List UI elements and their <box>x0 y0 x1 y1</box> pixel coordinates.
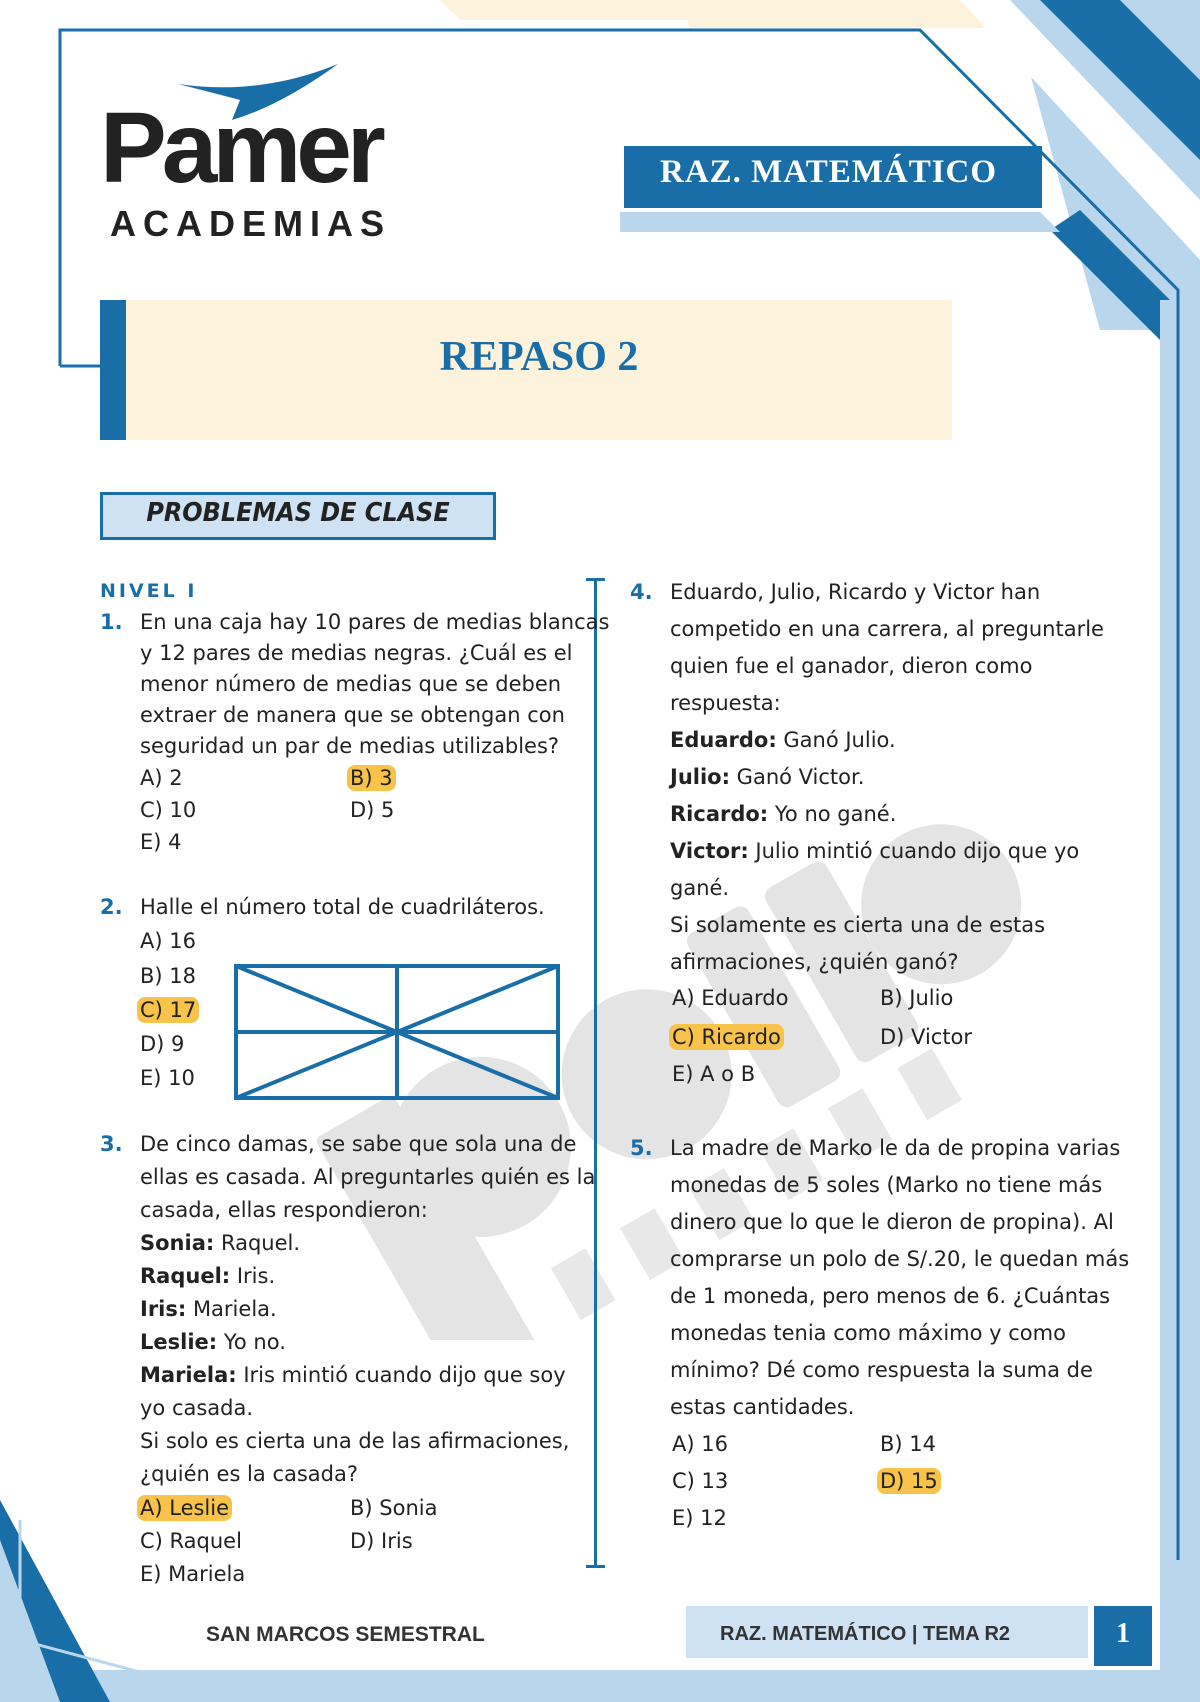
statement <box>140 1299 277 1320</box>
statement <box>140 1266 275 1287</box>
speaker: Ricardo: <box>670 802 769 826</box>
speaker: Sonia: <box>140 1231 215 1255</box>
speaker: Eduardo: <box>670 728 777 752</box>
problem-line: dinero que lo que le dieron de propina). Al <box>670 1210 1114 1234</box>
statement <box>670 841 1079 862</box>
option-d: D) 9 <box>140 1032 185 1056</box>
problem-line: menor número de medias que se deben <box>140 672 562 696</box>
problem-line: Eduardo, Julio, Ricardo y Victor han <box>670 580 1041 604</box>
page-number: 1 <box>1116 1618 1130 1649</box>
problem-line: ellas es casada. Al preguntarles quién es la <box>140 1165 596 1189</box>
option-b: B) Julio <box>880 986 954 1010</box>
option-c: C) 10 <box>140 798 197 822</box>
problem-line: mínimo? Dé como respuesta la suma de <box>670 1358 1093 1382</box>
speaker: Victor: <box>670 839 749 863</box>
speech: Ganó Julio. <box>776 728 896 752</box>
problem-line: afirmaciones, ¿quién ganó? <box>670 950 959 974</box>
problem-2-number: 2. <box>100 895 123 919</box>
option-c-answer: C) 17 <box>137 997 199 1023</box>
divider-cap-top <box>586 578 605 581</box>
problem-line: extraer de manera que se obtengan con <box>140 703 565 727</box>
option-e: E) A o B <box>672 1062 756 1086</box>
footer-course: SAN MARCOS SEMESTRAL <box>206 1623 485 1646</box>
option-e: E) 4 <box>140 830 182 854</box>
option-d: D) Victor <box>880 1025 973 1049</box>
speech: Mariela. <box>186 1297 277 1321</box>
problem-line: casada, ellas respondieron: <box>140 1198 428 1222</box>
problem-2-text: Halle el número total de cuadriláteros. <box>140 895 545 919</box>
problem-line: seguridad un par de medias utilizables? <box>140 734 560 758</box>
divider-cap-bottom <box>586 1565 605 1568</box>
option-b: B) 14 <box>880 1432 936 1456</box>
speech: Iris. <box>230 1264 276 1288</box>
speaker: Raquel: <box>140 1264 231 1288</box>
problem-line: monedas de 5 soles (Marko no tiene más <box>670 1173 1103 1197</box>
logo-pamer: Pamer <box>100 92 381 204</box>
option-b: B) 18 <box>140 964 196 988</box>
speech: Yo no. <box>217 1330 286 1354</box>
problem-line: y 12 pares de medias negras. ¿Cuál es el <box>140 641 573 665</box>
option-d: D) 5 <box>350 798 395 822</box>
problem-line: Si solo es cierta una de las afirmaciones, <box>140 1429 570 1453</box>
problem-line: quien fue el ganador, dieron como <box>670 654 1033 678</box>
statement <box>670 804 896 825</box>
problem-3-number: 3. <box>100 1132 123 1156</box>
problem-1-number: 1. <box>100 610 123 634</box>
problem-line: yo casada. <box>140 1396 254 1420</box>
option-d-answer: D) 15 <box>877 1468 941 1494</box>
problem-line: monedas tenia como máximo y como <box>670 1321 1066 1345</box>
problem-line: comprarse un polo de S/.20, le quedan más <box>670 1247 1130 1271</box>
option-b-answer: B) 3 <box>347 765 396 791</box>
column-divider <box>594 578 597 1568</box>
statement <box>140 1233 300 1254</box>
problem-line: competido en una carrera, al preguntarle <box>670 617 1104 641</box>
option-e: E) Mariela <box>140 1562 246 1586</box>
speaker: Iris: <box>140 1297 187 1321</box>
problem-5-number: 5. <box>630 1136 653 1160</box>
problem-line: Si solamente es cierta una de estas <box>670 913 1046 937</box>
problem-4-number: 4. <box>630 580 653 604</box>
option-c: C) Raquel <box>140 1529 242 1553</box>
option-c: C) 13 <box>672 1469 729 1493</box>
problem-line: La madre de Marko le da de propina varias <box>670 1136 1121 1160</box>
problem-line: En una caja hay 10 pares de medias blancas <box>140 610 610 634</box>
option-e: E) 10 <box>140 1066 195 1090</box>
option-b: B) Sonia <box>350 1496 438 1520</box>
speech: Raquel. <box>214 1231 301 1255</box>
option-a: A) Eduardo <box>672 986 789 1010</box>
option-e: E) 12 <box>672 1506 727 1530</box>
speech: Julio mintió cuando dijo que yo <box>748 839 1080 863</box>
statement <box>140 1332 286 1353</box>
option-c-answer: C) Ricardo <box>669 1024 784 1050</box>
section-title: PROBLEMAS DE CLASE <box>146 498 450 528</box>
quadrilaterals-figure <box>232 962 562 1102</box>
speech: Ganó Victor. <box>730 765 865 789</box>
option-a: A) 16 <box>672 1432 728 1456</box>
option-a-answer: A) Leslie <box>137 1495 232 1521</box>
problem-line: de 1 moneda, pero menos de 6. ¿Cuántas <box>670 1284 1111 1308</box>
option-d: D) Iris <box>350 1529 413 1553</box>
speaker: Mariela: <box>140 1363 237 1387</box>
speech: Yo no gané. <box>768 802 897 826</box>
problem-line: gané. <box>670 876 730 900</box>
option-a: A) 2 <box>140 766 183 790</box>
speaker: Julio: <box>670 765 730 789</box>
statement <box>670 767 864 788</box>
statement <box>670 730 896 751</box>
statement <box>140 1365 566 1386</box>
option-a: A) 16 <box>140 929 196 953</box>
footer-topic: RAZ. MATEMÁTICO | TEMA R2 <box>720 1623 1011 1645</box>
page-title: REPASO 2 <box>439 334 639 380</box>
speech: Iris mintió cuando dijo que soy <box>236 1363 566 1387</box>
level-heading: NIVEL I <box>100 580 198 602</box>
logo-academias: ACADEMIAS <box>110 203 392 244</box>
problem-line: respuesta: <box>670 691 781 715</box>
subject-title: RAZ. MATEMÁTICO <box>660 154 998 190</box>
speaker: Leslie: <box>140 1330 218 1354</box>
problem-line: De cinco damas, se sabe que sola una de <box>140 1132 577 1156</box>
problem-line: estas cantidades. <box>670 1395 855 1419</box>
problem-line: ¿quién es la casada? <box>140 1462 359 1486</box>
title-accent-bar <box>100 300 126 440</box>
